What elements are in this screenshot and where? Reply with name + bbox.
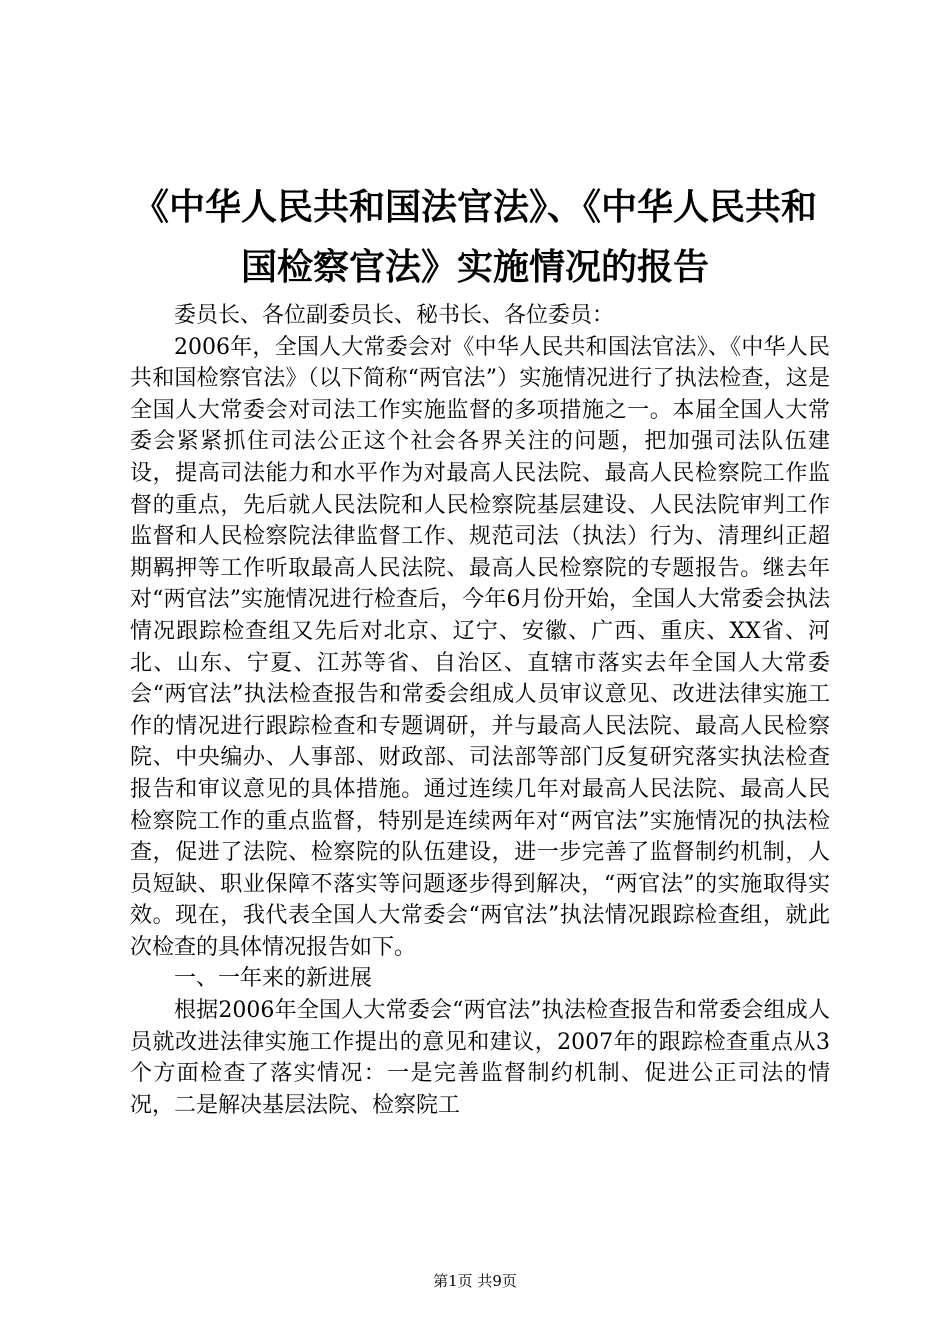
body-paragraph: 根据2006年全国人大常委会“两官法”执法检查报告和常委会组成人员就改进法律实施工作提出的意见和建议，2007年的跟踪检查重点从3个方面检查了落实情况：一是完善监督制约机制、促进公正司法的情况，二是解决基层法院、检察院工 (130, 998, 830, 1118)
body-paragraph: 2006年，全国人大常委会对《中华人民共和国法官法》、《中华人民共和国检察官法》（以下简称“两官法”）实施情况进行了执法检查，这是全国人大常委会对司法工作实施监督的多项措施之一。本届全国人大常委会紧紧抓住司法公正这个社会各界关注的问题，把加强司法队伍建设，提高司法能力和水平作为对最高人民法院、最高人民检察院工作监督的重点，先后就人民法院和人民检察院基层建设、人民法院审判工作监督和人民检察院法律监督工作、规范司法（执法）行为、清理纠正超期羁押等工作听取最高人民法院、最高人民检察院的专题报告。继去年对“两官法”实施情况进行检查后，今年6月份开始，全国人大常委会执法情况跟踪检查组又先后对北京、辽宁、安徽、广西、重庆、XX省、河北、山东、宁夏、江苏等省、自治区、直辖市落实去年全国人大常委会“两官法”执法检查报告和常委会组成人员审议意见、改进法律实施工作的情况进行跟踪检查和专题调研，并与最高人民法院、最高人民检察院、中央编办、人事部、财政部、司法部等部门反复研究落实执法检查报告和审议意见的具体措施。通过连续几年对最高人民法院、最高人民检察院工作的重点监督，特别是连续两年对“两官法”实施情况的执法检查，促进了法院、检察院的队伍建设，进一步完善了监督制约机制，人员短缺、职业保障不落实等问题逐步得到解决，“两官法”的实施取得实效。现在，我代表全国人大常委会“两官法”执法情况跟踪检查组，就此次检查的具体情况报告如下。 (130, 334, 830, 960)
section-heading: 一、一年来的新进展 (174, 966, 373, 992)
page-number-footer: 第1页 共9页 (433, 1272, 517, 1290)
document-body (130, 300, 830, 1121)
document-title-line-1: 《中华人民共和国法官法》、《中华人民共和 (132, 187, 817, 228)
salutation-paragraph: 委员长、各位副委员长、秘书长、各位委员： (174, 303, 615, 328)
document-title-line-2: 国检察官法》实施情况的报告 (240, 247, 709, 288)
